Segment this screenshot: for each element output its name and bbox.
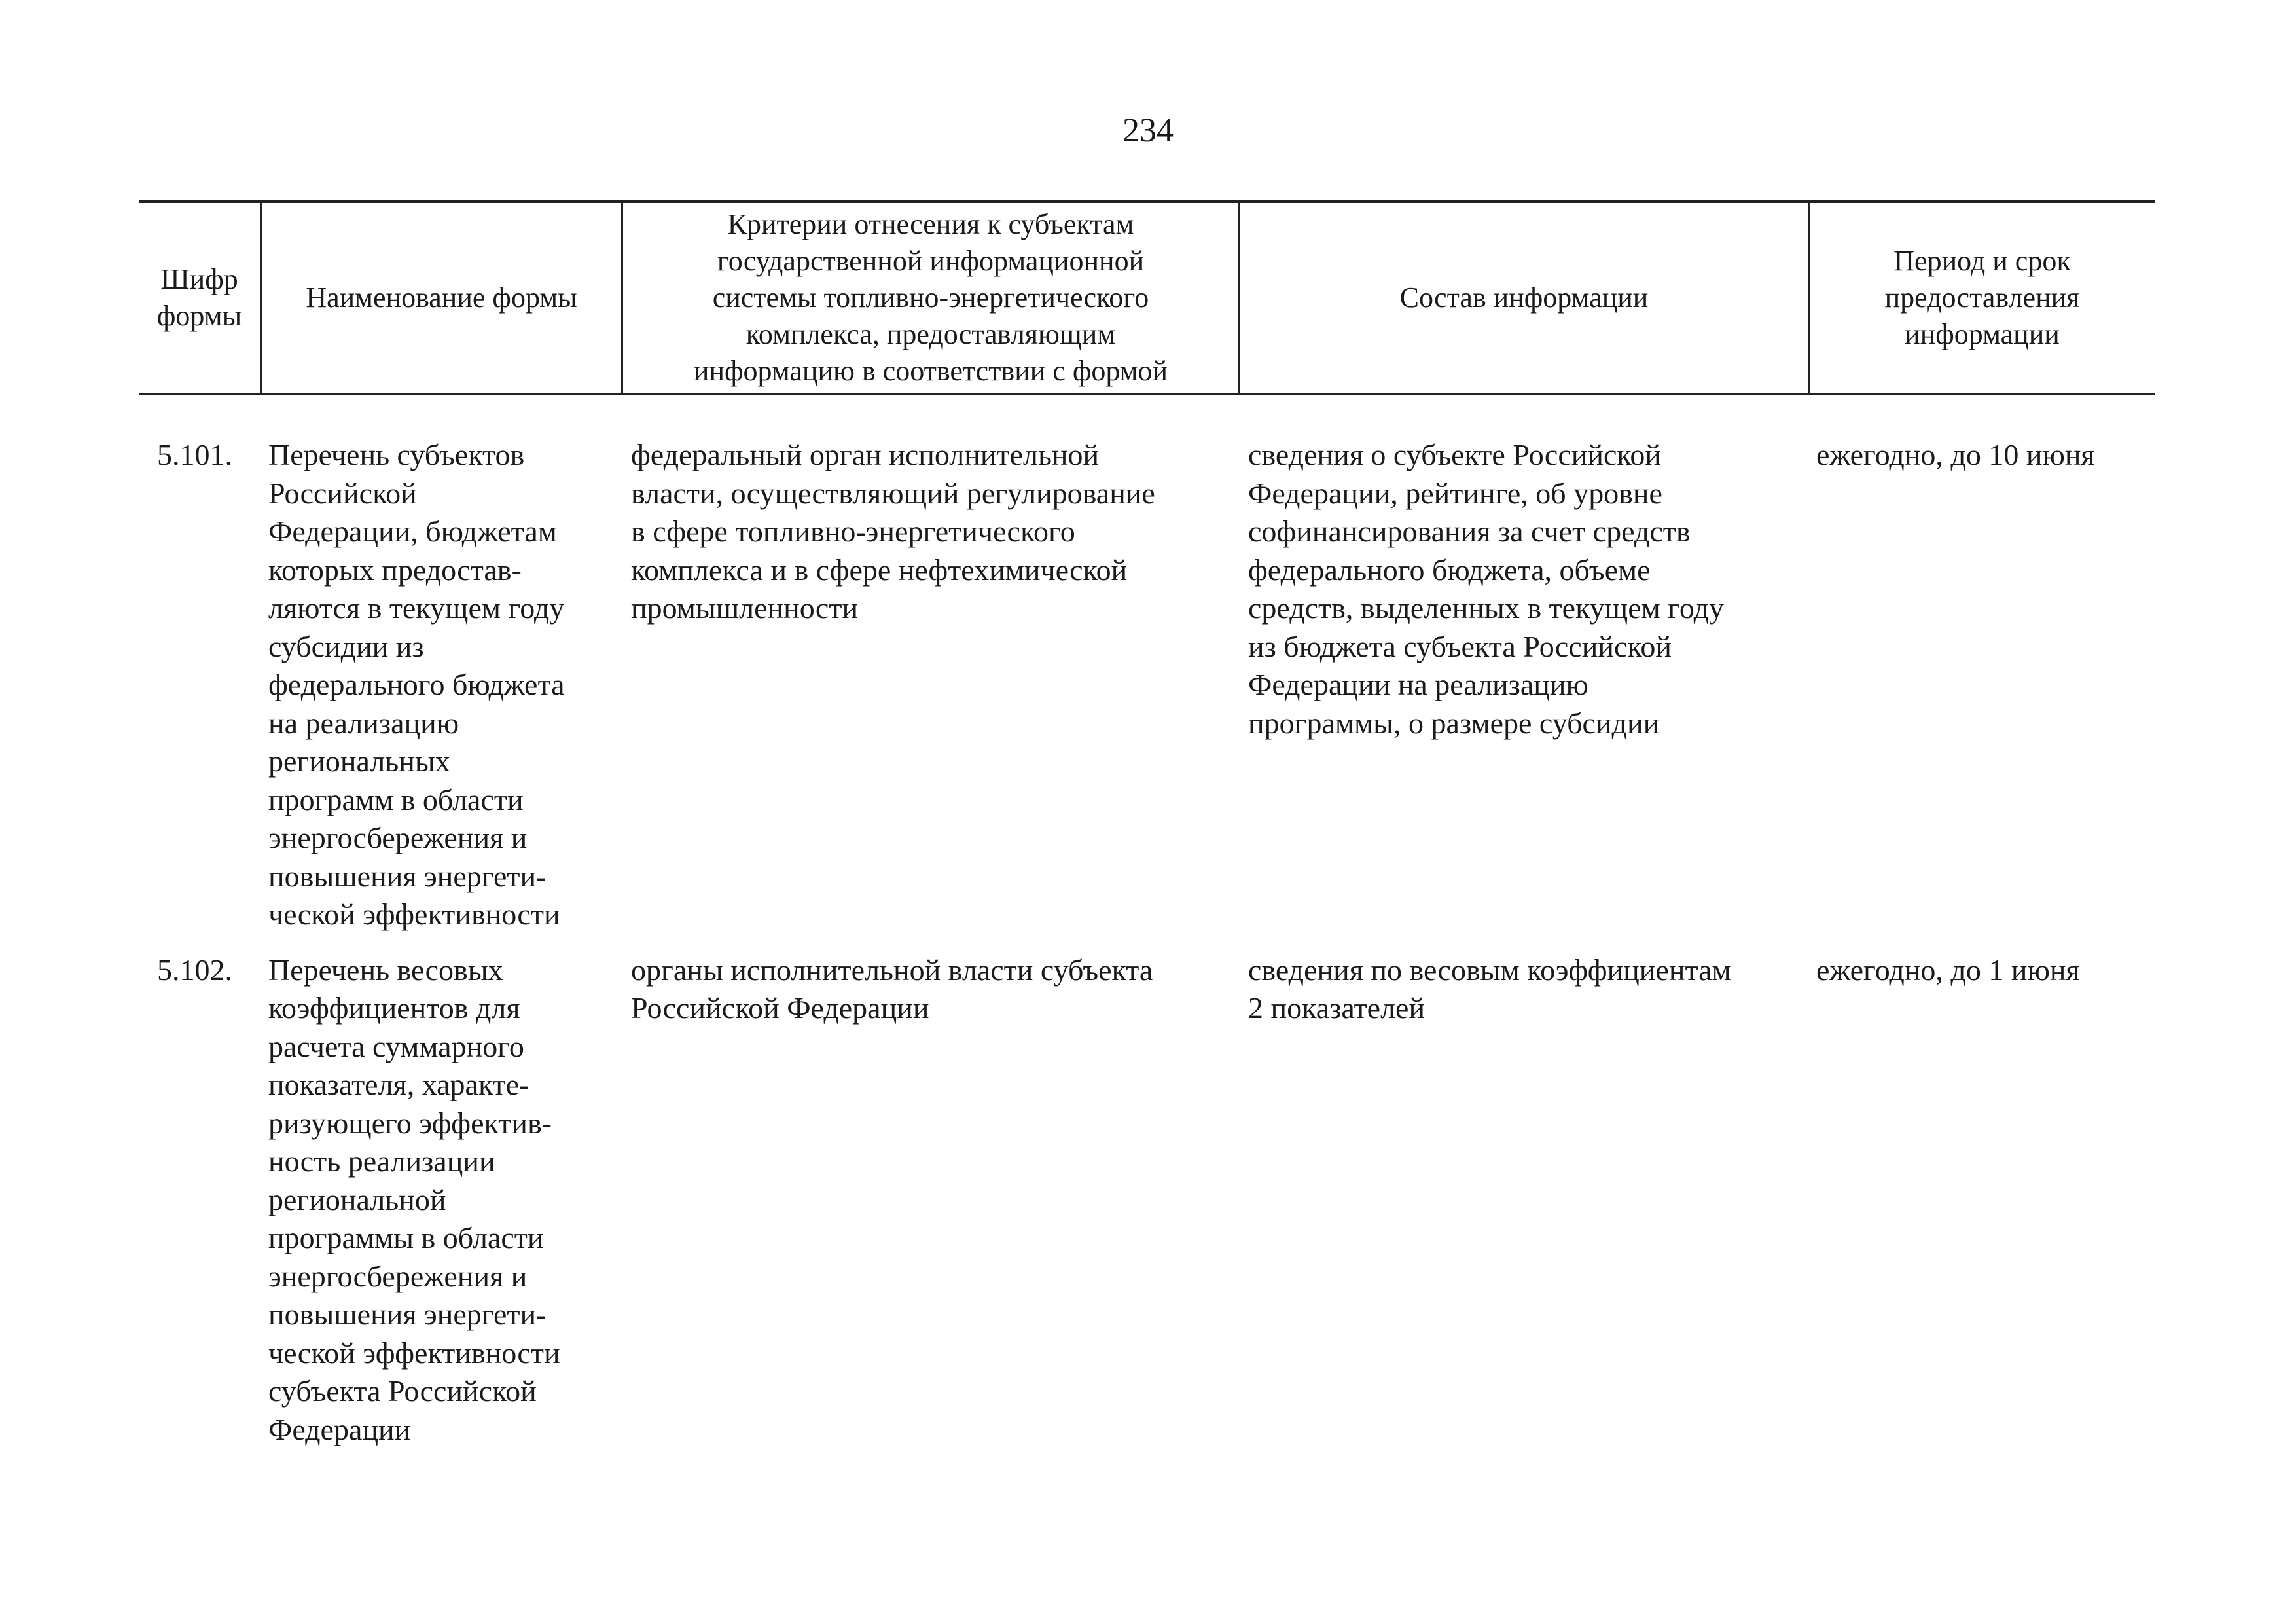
row-name-line: ческой эффективности [268, 1336, 560, 1370]
row-composition-line: средств, выделенных в текущем году [1248, 591, 1725, 625]
row-name-line: повышения энергети- [268, 1298, 547, 1331]
row-name-line: повышения энергети- [268, 859, 547, 893]
header-composition [1240, 203, 1810, 393]
row-composition-line: сведения о субъекте Российской [1248, 438, 1662, 471]
row-name-line: которых предостав- [268, 553, 522, 587]
header-form-name-line: Наименование формы [306, 282, 577, 314]
row-name-line: Перечень весовых [268, 953, 503, 987]
row-name-line: ность реализации [268, 1144, 495, 1178]
header-criteria-line: государственной информационной [717, 245, 1145, 277]
header-period [1810, 203, 2155, 393]
header-period-line: предоставления [1884, 282, 2080, 314]
header-criteria-line: системы топливно-энергетического [712, 282, 1149, 314]
header-period-line: Период и срок [1893, 245, 2071, 277]
row-name-line: программы в области [268, 1221, 544, 1254]
header-code-line: Шифр [160, 263, 238, 295]
row-criteria-line: федеральный орган исполнительной [631, 438, 1100, 471]
row-period [1810, 436, 2155, 934]
header-period-line: информации [1905, 318, 2060, 350]
row-composition-line: программы, о размере субсидии [1248, 706, 1660, 740]
page-number: 234 [1122, 112, 1174, 149]
table-header [139, 200, 2155, 395]
row-composition-line: софинансирования за счет средств [1248, 515, 1691, 548]
table-row [139, 436, 2155, 934]
row-form-name [262, 951, 623, 1450]
row-code-text: 5.101. [157, 438, 232, 471]
row-name-line: энергосбережения и [268, 821, 528, 854]
row-composition-line: 2 показателей [1248, 991, 1426, 1025]
row-name-line: Федерации, бюджетам [268, 515, 557, 548]
row-criteria-line: Российской Федерации [631, 991, 929, 1025]
row-code-text: 5.102. [157, 953, 232, 987]
row-name-line: ризующего эффектив- [268, 1106, 552, 1140]
row-name-line: Перечень субъектов [268, 438, 525, 471]
row-name-line: региональной [268, 1182, 446, 1216]
row-code [139, 951, 262, 1450]
row-period-line: ежегодно, до 1 июня [1816, 953, 2080, 987]
row-code [139, 436, 262, 934]
row-composition [1240, 951, 1810, 1450]
header-code-line: формы [156, 300, 242, 332]
row-name-line: расчета суммарного [268, 1029, 524, 1063]
row-name-line: ческой эффективности [268, 898, 560, 931]
row-period-line: ежегодно, до 10 июня [1816, 438, 2095, 471]
header-code [139, 203, 262, 393]
row-name-line: Федерации [268, 1412, 411, 1446]
row-name-line: субъекта Российской [268, 1374, 537, 1408]
row-criteria-line: власти, осуществляющий регулирование [631, 476, 1155, 510]
row-name-line: коэффициентов для [268, 991, 520, 1025]
row-composition-line: из бюджета субъекта Российской [1248, 629, 1672, 663]
row-name-line: показателя, характе- [268, 1068, 529, 1101]
row-name-line: ляются в текущем году [268, 591, 565, 625]
row-composition-line: Федерации, рейтинге, об уровне [1248, 476, 1662, 510]
row-composition-line: федерального бюджета, объеме [1248, 553, 1651, 587]
row-name-line: Российской [268, 476, 417, 510]
row-name-line: региональных [268, 744, 450, 778]
row-period [1810, 951, 2155, 1450]
row-name-line: субсидии из [268, 629, 424, 663]
row-composition-line: сведения по весовым коэффициентам [1248, 953, 1731, 987]
header-composition-line: Состав информации [1399, 282, 1649, 314]
header-criteria-line: информацию в соответствии с формой [693, 355, 1168, 387]
row-criteria-line: органы исполнительной власти субъекта [631, 953, 1153, 987]
header-criteria-line: комплекса, предоставляющим [745, 318, 1116, 350]
row-criteria-line: в сфере топливно-энергетического [631, 515, 1075, 548]
header-criteria [623, 203, 1240, 393]
row-criteria-line: промышленности [631, 591, 859, 625]
document-table [139, 200, 2155, 1449]
header-form-name [262, 203, 623, 393]
row-name-line: федерального бюджета [268, 668, 565, 701]
header-criteria-line: Критерии отнесения к субъектам [727, 208, 1134, 240]
row-criteria [623, 951, 1240, 1450]
row-criteria [623, 436, 1240, 934]
row-name-line: энергосбережения и [268, 1259, 528, 1293]
table-row [139, 951, 2155, 1450]
row-composition-line: Федерации на реализацию [1248, 668, 1588, 701]
row-form-name [262, 436, 623, 934]
row-composition [1240, 436, 1810, 934]
row-criteria-line: комплекса и в сфере нефтехимической [631, 553, 1128, 587]
row-name-line: программ в области [268, 782, 524, 816]
row-name-line: на реализацию [268, 706, 459, 740]
